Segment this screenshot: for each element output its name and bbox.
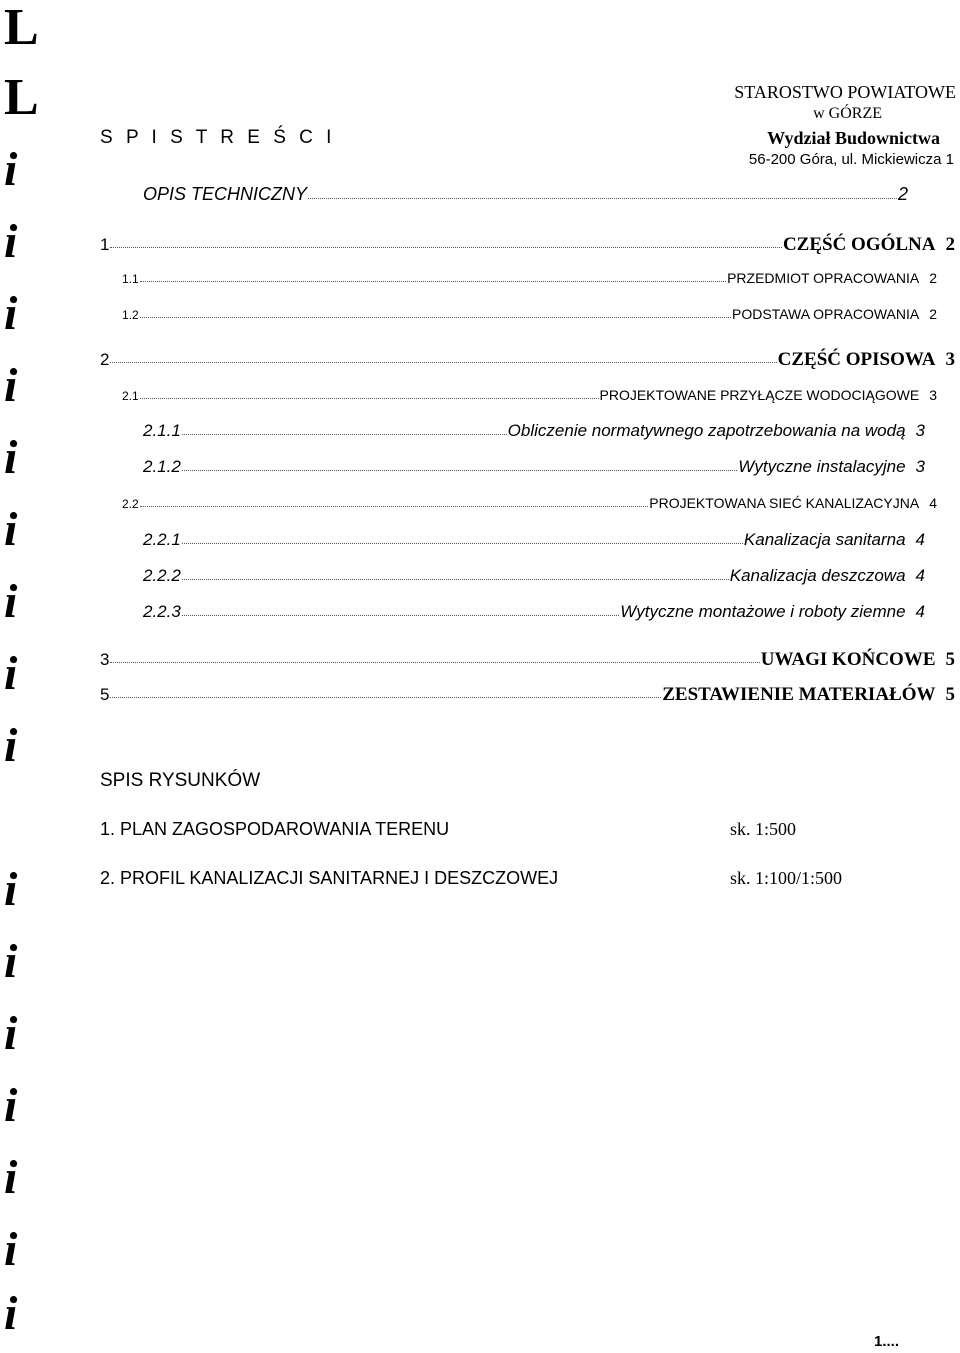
drawing-item[interactable] [100, 819, 797, 839]
drawings-heading: SPIS RYSUNKÓW [100, 770, 261, 791]
margin-glyph: i [4, 431, 18, 484]
margin-glyph: i [4, 1223, 18, 1276]
drawing-label: 1. PLAN ZAGOSPODAROWANIA TERENU [100, 819, 450, 839]
dot-leader [182, 600, 619, 615]
margin-glyph: i [4, 503, 18, 556]
drawing-label: 2. PROFIL KANALIZACJI SANITARNEJ I DESZCZOWEJ [100, 868, 559, 888]
toc-entry-number: 2 [100, 350, 110, 370]
toc-entry-page: 4 [915, 530, 925, 550]
toc-entry[interactable] [100, 648, 955, 669]
toc-entry[interactable] [143, 566, 925, 584]
margin-glyph: L [4, 69, 39, 126]
toc-entry-number: 2.1.1 [143, 421, 181, 441]
institution-location: w GÓRZE [813, 105, 882, 122]
margin-glyph: i [4, 863, 18, 916]
dot-leader [110, 646, 759, 663]
drawing-scale: sk. 1:500 [730, 819, 797, 839]
toc-entry-title: Wytyczne instalacyjne [738, 457, 906, 477]
dot-leader [140, 305, 731, 318]
toc-entry[interactable] [143, 530, 925, 548]
institution-address: 56-200 Góra, ul. Mickiewicza 1 [748, 151, 954, 168]
margin-glyph: i [4, 647, 18, 700]
toc-entry[interactable] [100, 233, 955, 254]
dot-leader [182, 419, 507, 434]
toc-entry-number: 2.2.3 [143, 602, 181, 622]
dot-leader [182, 564, 729, 579]
toc-entry-page: 4 [915, 602, 925, 622]
toc-entry-page: 4 [929, 494, 937, 511]
toc-entry[interactable] [122, 306, 937, 321]
toc-entry-number: 1.1 [122, 271, 139, 286]
margin-glyph: i [4, 359, 18, 412]
page-number: 1.... [874, 1333, 900, 1350]
department-name: Wydział Budownictwa [767, 128, 940, 148]
toc-entry-page: 3 [915, 457, 925, 477]
toc-entry-number: 5 [100, 685, 110, 705]
toc-entry-number: 2.1 [122, 388, 139, 403]
margin-glyph: i [4, 143, 18, 196]
dot-leader [110, 681, 661, 698]
toc-entry-title: UWAGI KOŃCOWE [760, 649, 936, 671]
toc-entry[interactable] [122, 495, 937, 510]
margin-glyph: i [4, 1287, 18, 1340]
toc-entry-title: Kanalizacja deszczowa [729, 566, 906, 586]
margin-glyph: i [4, 719, 18, 772]
toc-entry-title: ZESTAWIENIE MATERIAŁÓW [662, 684, 936, 706]
toc-entry-page: 3 [929, 386, 937, 403]
toc-entry-page: 3 [945, 349, 955, 371]
margin-glyph: i [4, 575, 18, 628]
toc-entry-number: 1.2 [122, 307, 139, 322]
toc-entry-number: 2.2.2 [143, 566, 181, 586]
toc-entry-page: 2 [897, 184, 908, 205]
margin-glyph: i [4, 1007, 18, 1060]
toc-entry[interactable] [143, 421, 925, 439]
dot-leader [110, 346, 776, 363]
dot-leader [140, 386, 599, 399]
toc-entry[interactable] [143, 602, 925, 620]
toc-entry-title: CZĘŚĆ OGÓLNA [782, 234, 936, 256]
drawing-scale: sk. 1:100/1:500 [730, 868, 843, 888]
toc-entry-number: 3 [100, 650, 110, 670]
toc-entry[interactable] [143, 457, 925, 475]
drawing-item[interactable] [100, 868, 843, 888]
toc-entry-number: 2.1.2 [143, 457, 181, 477]
dot-leader [110, 231, 781, 248]
toc-entry-title: Obliczenie normatywnego zapotrzebowania na wodą [507, 421, 906, 441]
toc-entry-number: 2.2.1 [143, 530, 181, 550]
toc-entry-title: PRZEDMIOT OPRACOWANIA [727, 269, 920, 286]
margin-glyph: i [4, 935, 18, 988]
margin-glyph: L [4, 0, 39, 56]
dot-leader [182, 455, 737, 470]
toc-entry-page: 2 [929, 269, 937, 286]
margin-glyph: i [4, 215, 18, 268]
toc-entry-page: 2 [945, 234, 955, 256]
toc-entry-page: 3 [915, 421, 925, 441]
toc-entry-page: 5 [945, 649, 955, 671]
toc-entry[interactable] [122, 387, 937, 402]
institution-name: STAROSTWO POWIATOWE [734, 82, 956, 102]
toc-entry-opis[interactable] [143, 184, 908, 203]
dot-leader [140, 494, 649, 507]
toc-entry-title: Wytyczne montażowe i roboty ziemne [620, 602, 906, 622]
toc-heading: S P I S T R E Ś C I [100, 127, 336, 148]
toc-entry-page: 5 [945, 684, 955, 706]
toc-entry[interactable] [122, 270, 937, 285]
toc-entry-number: 2.2 [122, 496, 139, 511]
margin-glyph: i [4, 1151, 18, 1204]
margin-glyph: i [4, 1079, 18, 1132]
toc-entry-title: PROJEKTOWANE PRZYŁĄCZE WODOCIĄGOWE [599, 386, 920, 403]
toc-entry[interactable] [100, 348, 955, 369]
dot-leader [308, 182, 897, 198]
toc-entry-title: PODSTAWA OPRACOWANIA [732, 305, 920, 322]
toc-entry-title: OPIS TECHNICZNY [143, 184, 308, 205]
toc-entry-title: Kanalizacja sanitarna [743, 530, 906, 550]
toc-entry-title: CZĘŚĆ OPISOWA [777, 349, 936, 371]
dot-leader [182, 528, 743, 543]
toc-entry-page: 2 [929, 305, 937, 322]
toc-entry[interactable] [100, 683, 955, 704]
margin-glyph: i [4, 287, 18, 340]
toc-entry-number: 1 [100, 235, 110, 255]
toc-entry-title: PROJEKTOWANA SIEĆ KANALIZACYJNA [649, 494, 920, 511]
toc-entry-page: 4 [915, 566, 925, 586]
dot-leader [140, 269, 726, 282]
